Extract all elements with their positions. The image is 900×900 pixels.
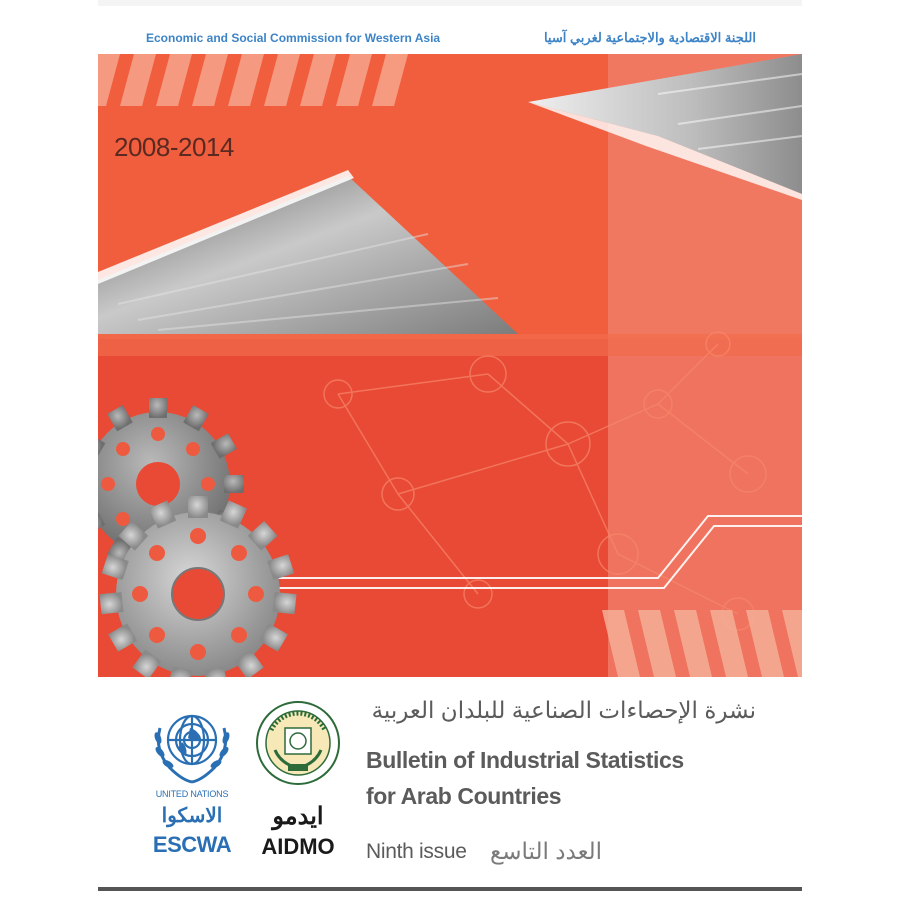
aidmo-name-ar: ايدمو: [272, 803, 324, 830]
report-title-ar: نشرة الإحصاءات الصناعية للبلدان العربية: [371, 697, 756, 723]
organization-name-en: Economic and Social Commission for Western Asia: [146, 31, 441, 45]
report-title-en-line2: for Arab Countries: [366, 783, 562, 809]
report-cover: [98, 0, 802, 900]
issue-number-en: Ninth issue: [366, 840, 467, 863]
top-divider: [98, 0, 802, 6]
coverage-years: 2008-2014: [114, 132, 234, 162]
aidmo-name-en: AIDMO: [261, 834, 335, 859]
aidmo-seal-icon: [255, 700, 341, 786]
report-title-en-line1: Bulletin of Industrial Statistics: [366, 747, 684, 773]
issue-number-ar: العدد التاسع: [490, 838, 603, 864]
escwa-name-ar: الاسكوا: [161, 805, 223, 827]
un-caption: UNITED NATIONS: [155, 789, 229, 799]
escwa-name-en: ESCWA: [152, 832, 232, 857]
bottom-divider: [98, 887, 802, 891]
cover-artwork: [98, 54, 802, 677]
un-emblem-icon: [146, 698, 238, 790]
organization-name-ar: اللجنة الاقتصادية والاجتماعية لغربي آسيا: [543, 30, 756, 45]
